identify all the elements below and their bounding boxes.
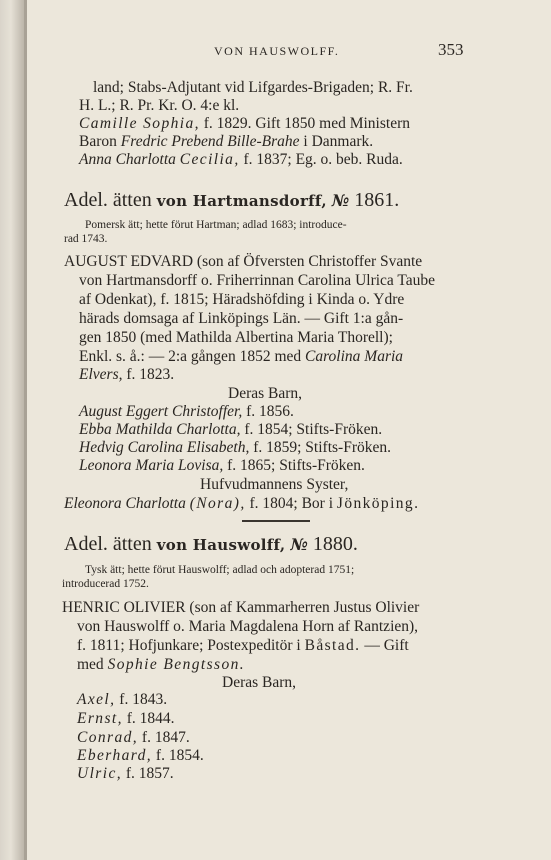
text-line: gen 1850 (med Mathilda Albertina Maria Thorell); xyxy=(79,329,393,346)
person-name: Hedvig Carolina Elisabeth, xyxy=(79,439,250,456)
family-heading-hauswolff: Adel. ätten von Hauswolff, № 1880. xyxy=(64,533,358,555)
child-entry: Ebba Mathilda Charlotta, f. 1854; Stifts-Fröken. xyxy=(79,421,383,438)
person-name: Axel, xyxy=(77,691,116,708)
sister-entry: Eleonora Charlotta (Nora), f. 1804; Bor i Jönköping. xyxy=(64,495,420,512)
text-line: härads domsaga af Linköpings Län. — Gift 1:a gån- xyxy=(79,310,404,327)
child-entry: Conrad, f. 1847. xyxy=(77,729,190,746)
text-line: med Sophie Bengtsson. xyxy=(77,656,246,673)
child-entry: Eberhard, f. 1854. xyxy=(77,747,204,764)
person-name: Cecilia, xyxy=(179,151,240,168)
section-divider xyxy=(242,520,310,522)
section-subheading: Hufvudmannens Syster, xyxy=(200,476,349,493)
page-number: 353 xyxy=(438,40,464,59)
text-line: von Hartmansdorff o. Friherrinnan Carolina Ulrica Taube xyxy=(79,272,436,289)
person-name: Eberhard, xyxy=(77,747,153,764)
person-name: Ebba Mathilda Charlotta, xyxy=(79,421,241,438)
text-line: H. L.; R. Pr. Kr. O. 4:e kl. xyxy=(79,97,240,114)
child-entry: August Eggert Christoffer, f. 1856. xyxy=(79,403,294,420)
family-name: von Hartmansdorff, xyxy=(156,192,327,210)
family-name: von Hauswolff, xyxy=(156,536,286,554)
intro-text: introducerad 1752. xyxy=(62,578,149,590)
person-name: Anna Charlotta xyxy=(79,151,180,168)
child-entry: Leonora Maria Lovisa, f. 1865; Stifts-Fröken. xyxy=(79,457,365,474)
text-line: Anna Charlotta Cecilia, f. 1837; Eg. o. beb. Ruda. xyxy=(79,151,403,168)
person-name: Carolina Maria xyxy=(305,348,404,365)
running-header: VON HAUSWOLFF. xyxy=(214,44,340,58)
person-name: Camille Sophia, xyxy=(79,115,200,132)
text-line: Elvers, f. 1823. xyxy=(79,366,175,383)
section-subheading: Deras Barn, xyxy=(222,674,297,691)
child-entry: Ernst, f. 1844. xyxy=(77,710,175,727)
text-line: HENRIC OLIVIER (son af Kammarherren Justus Olivier xyxy=(62,599,420,616)
text-line: f. 1811; Hofjunkare; Postexpeditör i Båstad. — Gift xyxy=(77,637,409,654)
person-name: Eleonora Charlotta xyxy=(64,495,190,512)
intro-text: Pomersk ätt; hette förut Hartman; adlad 1683; introduce- xyxy=(85,219,347,231)
person-name: Ulric, xyxy=(77,765,122,782)
text-line: Enkl. s. å.: — 2:a gången 1852 med Carolina Maria xyxy=(79,348,404,365)
intro-text: rad 1743. xyxy=(64,233,108,245)
text-line: Baron Fredric Prebend Bille-Brahe i Danmark. xyxy=(79,133,374,150)
section-subheading: Deras Barn, xyxy=(228,385,303,402)
text-line: Camille Sophia, f. 1829. Gift 1850 med Ministern xyxy=(79,115,410,132)
family-heading-hartmansdorff: Adel. ätten von Hartmansdorff, № 1861. xyxy=(64,189,400,211)
text-line: von Hauswolff o. Maria Magdalena Horn af Rantzien), xyxy=(77,618,419,635)
person-name: Elvers, xyxy=(79,366,123,383)
text-line: af Odenkat), f. 1815; Häradshöfding i Kinda o. Ydre xyxy=(79,291,405,308)
person-name: Conrad, xyxy=(77,729,139,746)
person-name: August Eggert Christoffer, xyxy=(79,403,243,420)
person-name: Leonora Maria Lovisa, xyxy=(79,457,224,474)
text-line: land; Stabs-Adjutant vid Lifgardes-Brigaden; R. Fr. xyxy=(93,79,413,96)
family-number: 1880. xyxy=(312,533,358,555)
text-line: AUGUST EDVARD (son af Öfversten Christoffer Svante xyxy=(64,253,423,270)
family-number: 1861. xyxy=(354,189,400,211)
intro-text: Tysk ätt; hette förut Hauswolff; adlad och adopterad 1751; xyxy=(85,564,355,576)
child-entry: Axel, f. 1843. xyxy=(77,691,168,708)
child-entry: Hedvig Carolina Elisabeth, f. 1859; Stifts-Fröken. xyxy=(79,439,391,456)
person-name: Sophie Bengtsson. xyxy=(107,656,246,673)
person-name: Fredric Prebend Bille-Brahe xyxy=(120,133,300,150)
person-name: Ernst, xyxy=(77,710,123,727)
child-entry: Ulric, f. 1857. xyxy=(77,765,174,782)
